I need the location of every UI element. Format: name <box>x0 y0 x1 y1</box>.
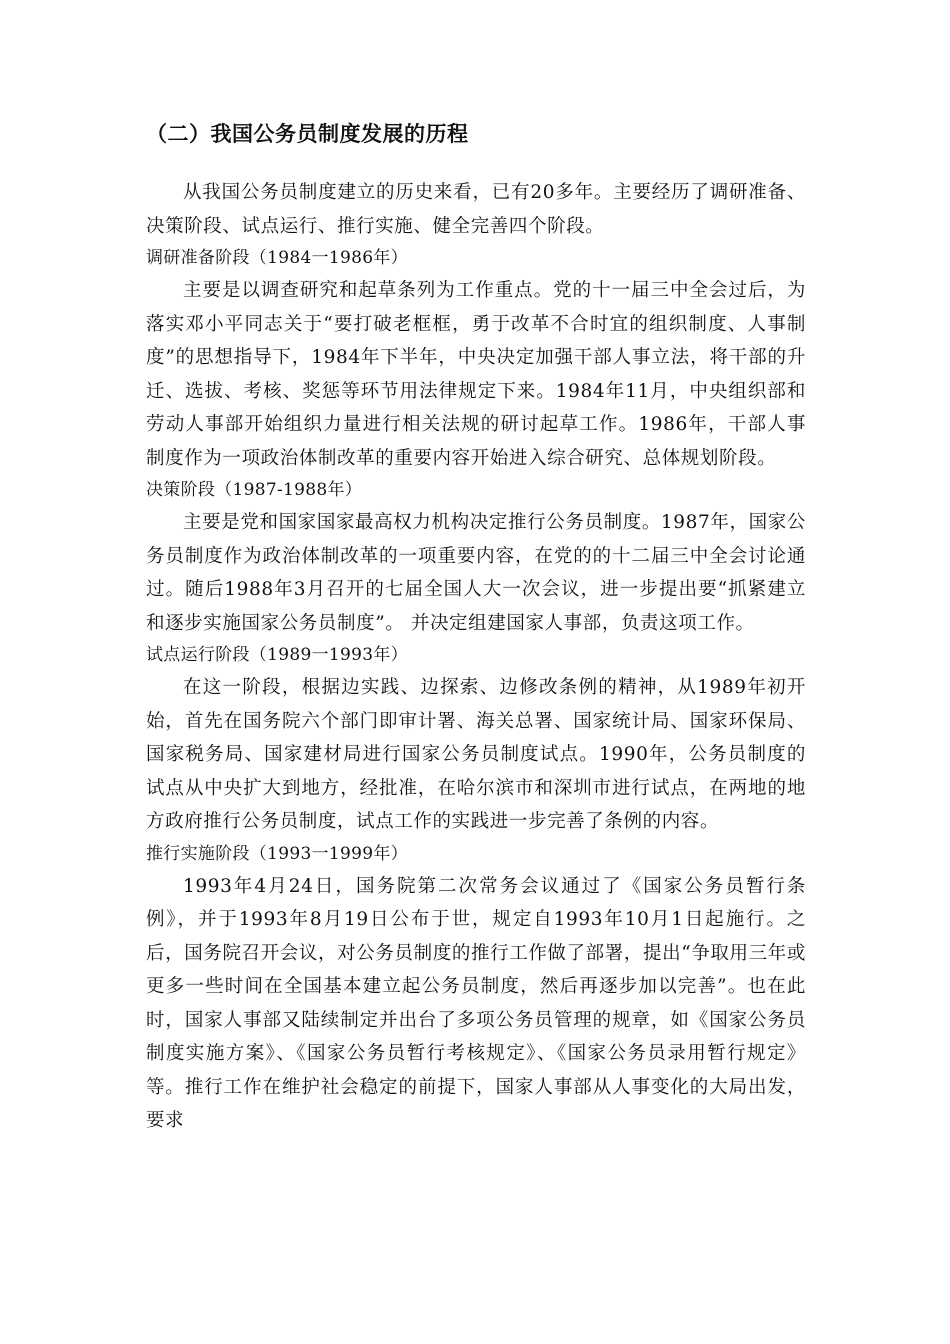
stage-body-decision: 主要是党和国家国家最高权力机构决定推行公务员制度。1987年，国家公务员制度作为政治体制改革的一项重要内容，在党的的十二届三中全会讨论通过。随后1988年3月召开的七届全国人大一次会议，进一步提出要“抓紧建立和逐步实施国家公务员制度”。 并决定组建国家人事部，负责这项工作。 <box>146 512 806 634</box>
stage-title-research: 调研准备阶段（1984一1986年） <box>146 248 408 268</box>
stage-body-implementation: 1993年4月24日，国务院第二次常务会议通过了《国家公务员暂行条例》，并于1993年8月19日公布于世，规定自1993年10月1日起施行。之后，国务院召开会议，对公务员制度的推行工作做了部署，提出“争取用三年或更多一些时间在全国基本建立起公务员制度，然后再逐步加以完善”。也在此时，国家人事部又陆续制定并出台了多项公务员管理的规章，如《国家公务员制度实施方案》、《国家公务员暂行考核规定》、《国家公务员录用暂行规定》等。推行工作在维护社会稳定的前提下，国家人事部从人事变化的大局出发，要求 <box>146 875 806 1131</box>
stage-title-implementation: 推行实施阶段（1993一1999年） <box>146 843 408 864</box>
stage-title-pilot: 试点运行阶段（1989一1993年） <box>146 645 408 665</box>
document-body <box>146 176 806 1138</box>
section-heading: （二）我国公务员制度发展的历程 <box>146 122 469 146</box>
intro-paragraph: 从我国公务员制度建立的历史来看，已有20多年。主要经历了调研准备、决策阶段、试点运行、推行实施、健全完善四个阶段。 <box>146 182 806 237</box>
stage-title-decision: 决策阶段（1987-1988年） <box>146 480 363 500</box>
stage-body-pilot: 在这一阶段，根据边实践、边探索、边修改条例的精神，从1989年初开始，首先在国务院六个部门即审计署、海关总署、国家统计局、国家环保局、国家税务局、国家建材局进行国家公务员制度试点。1990年，公务员制度的试点从中央扩大到地方，经批准，在哈尔滨市和深圳市进行试点，在两地的地方政府推行公务员制度，试点工作的实践进一步完善了条例的内容。 <box>146 677 806 832</box>
stage-body-research: 主要是以调查研究和起草条列为工作重点。党的十一届三中全会过后，为落实邓小平同志关于“要打破老框框，勇于改革不合时宜的组织制度、人事制度”的思想指导下，1984年下半年，中央决定加强干部人事立法，将干部的升迁、选拔、考核、奖惩等环节用法律规定下来。1984年11月，中央组织部和劳动人事部开始组织力量进行相关法规的研讨起草工作。1986年，干部人事制度作为一项政治体制改革的重要内容开始进入综合研究、总体规划阶段。 <box>146 280 806 469</box>
